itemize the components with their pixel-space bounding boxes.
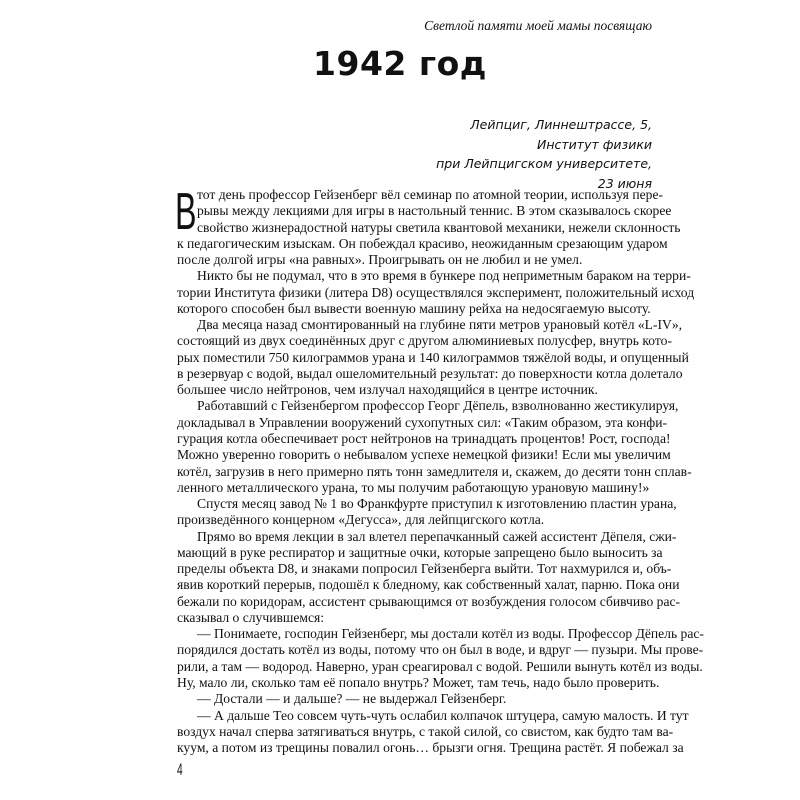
text-line: бежали по коридорам, ассистент срывающимся от возбуждения голосом сбивчиво рас-: [177, 593, 681, 609]
text-line: Работавший с Гейзенбергом профессор Георг Дёпель, взволнованно жестикулируя,: [197, 398, 679, 414]
text-line: Прямо во время лекции в зал влетел перепачканный сажей ассистент Дёпеля, сжи-: [197, 528, 677, 544]
text-line: пределы объекта D8, и знаками попросил Гейзенберга выйти. Тот нахмурился и, объ-: [177, 561, 672, 577]
location-line: при Лейпцигском университете,: [436, 156, 652, 171]
text-line: гурация котла обеспечивает рост нейтронов на тринадцать процентов! Рост, господа!: [177, 430, 671, 446]
text-line: рых поместили 750 килограммов урана и 140 килограммов тяжёлой воды, и опущенный: [177, 349, 689, 365]
text-line: мающий в руке респиратор и защитные очки, которые запрещено было выносить за: [177, 544, 663, 560]
text-line: большее число нейтронов, чем излучал находящийся в центре источник.: [177, 382, 598, 398]
text-line: после долгой игры «на равных». Проигрывать он не любил и не умел.: [177, 252, 583, 268]
chapter-title: 1942 год: [313, 44, 487, 83]
text-line: куум, а потом из трещины повалил огонь… брызги огня. Трещина растёт. Я побежал за: [177, 740, 684, 756]
text-line: тории Института физики (литера D8) осуществлялся эксперимент, положительный исход: [177, 284, 695, 300]
text-line: тот день профессор Гейзенберг вёл семинар по атомной теории, используя пере-: [197, 187, 664, 202]
text-line: к педагогическим изыскам. Он побеждал красиво, неожиданным срезающим ударом: [177, 235, 668, 251]
text-line: Никто бы не подумал, что в это время в бункере под неприметным бараком на терри-: [197, 268, 691, 284]
text-line: Два месяца назад смонтированный на глубине пяти метров урановый котёл «L-IV»,: [197, 317, 683, 333]
text-line: котёл, загрузив в него примерно пять тонн замедлителя и, скажем, до десяти тонн сплав-: [177, 463, 692, 479]
text-line: воздух начал сперва затягиваться внутрь, с такой силой, со свистом, как будто там ва-: [177, 723, 674, 739]
text-line: — Понимаете, господин Гейзенберг, мы достали котёл из воды. Профессор Дёпель рас-: [197, 626, 704, 642]
text-line: — А дальше Тео совсем чуть-чуть ослабил колпачок штуцера, самую малость. И тут: [197, 707, 689, 723]
text-line: Ну, мало ли, сколько там её попало внутрь? Может, там течь, надо было проверить.: [177, 674, 660, 690]
location-line: Лейпциг, Линнештрассе, 5,: [470, 117, 652, 132]
text-line: Можно уверенно говорить о небывалом успехе немецкой физики! Если мы увеличим: [177, 447, 671, 463]
page-number: 4: [177, 760, 183, 779]
location-line: Институт физики: [537, 136, 652, 152]
text-line: явив короткий перерыв, подошёл к бледному, как собственный халат, парню. Пока они: [177, 577, 680, 593]
location-block: [436, 115, 652, 193]
location-line: 23 июня: [597, 175, 652, 191]
text-line: которого способен был вывести военную машину рейха на недосягаемую высоту.: [177, 300, 651, 316]
dedication: Светлой памяти моей мамы посвящаю: [424, 18, 652, 33]
text-line: произведённого концерном «Дегусса», для лейпцигского котла.: [177, 512, 545, 528]
text-line: порядился достать котёл из воды, потому что он был в воде, и вдруг — пузыри. Мы прове-: [177, 642, 704, 658]
text-line: ленного металлического урана, то мы получим работающую урановую машину!»: [177, 479, 650, 495]
text-line: докладывал в Управлении вооружений сухопутных сил: «Таким образом, эта конфи-: [177, 414, 668, 430]
drop-cap: В: [175, 183, 197, 241]
text-line: свойство жизнерадостной натуры светила квантовой механики, нежели склонность: [197, 219, 681, 235]
text-line: рывы между лекциями для игры в настольный теннис. В этом сказывалось скорее: [197, 203, 672, 219]
text-line: — Достали — и дальше? — не выдержал Гейзенберг.: [197, 691, 507, 707]
text-line: состоящий из двух соединённых друг с другом алюминиевых полусфер, внутрь кото-: [177, 333, 672, 349]
text-line: рили, а там — водород. Наверно, уран среагировал с водой. Решили вынуть котёл из воды.: [177, 658, 703, 674]
text-line: Спустя месяц завод № 1 во Франкфурте приступил к изготовлению пластин урана,: [197, 496, 677, 512]
text-line: сказывал о случившемся:: [177, 609, 325, 625]
text-line: в резервуар с водой, выдал ошеломительный результат: до поверхности котла долетало: [177, 365, 683, 381]
